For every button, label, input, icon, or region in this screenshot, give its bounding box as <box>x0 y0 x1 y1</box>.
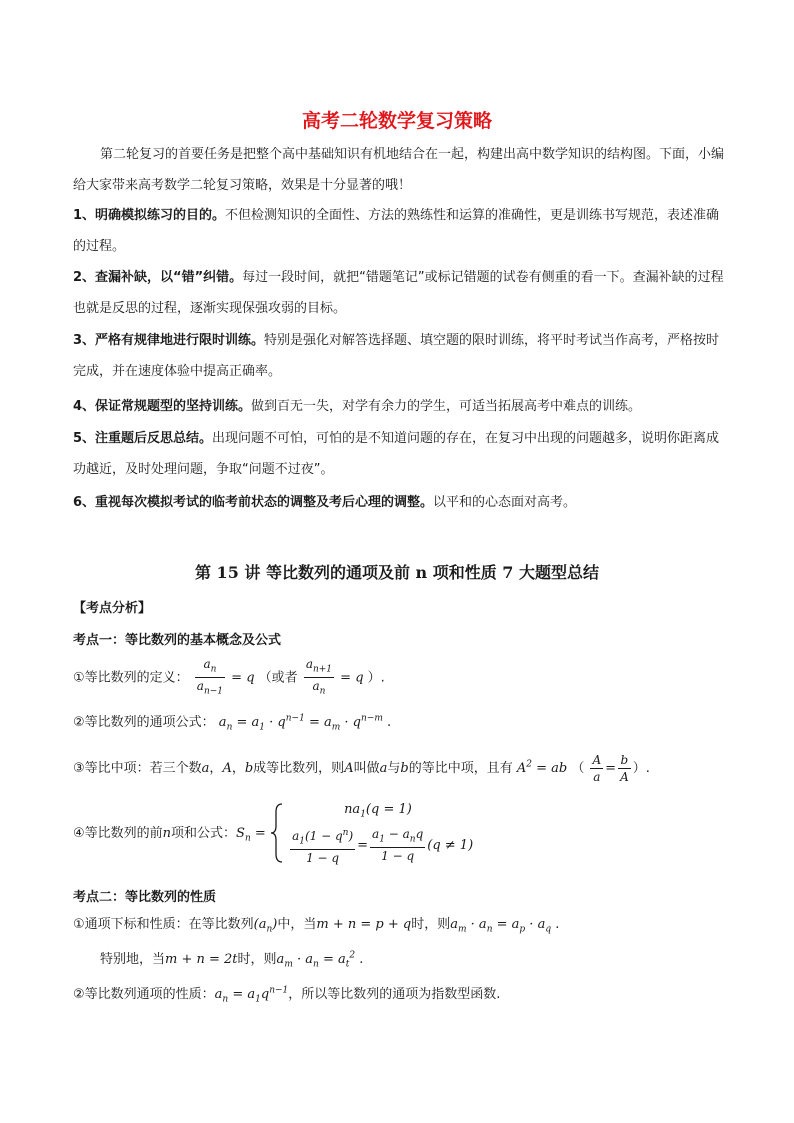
general-term-line: ②等比数列的通项公式： $a_n = a_1 \cdot q^{n-1} = a_m \cdot q^{n-m}$ . <box>73 713 392 733</box>
lecture-title: 第 15 讲 等比数列的通项及前 n 项和性质 7 大题型总结 <box>194 563 600 582</box>
strategy-head: 3、严格有规律地进行限时训练。 <box>73 333 265 348</box>
prop1-text: 时，则 <box>411 917 451 932</box>
special-case-line: 特别地，当m + n = 2t时，则$a_m \cdot a_n = a_t^2$ . <box>100 950 364 970</box>
sum-cases: $na_1(q = 1)$ $\frac{a_1(1 - q^n)}{1 - q}$ = $\frac{a_1 - a_nq}{1 - q}$ (q ≠ 1) <box>292 802 474 865</box>
middle-text: 与 <box>387 761 401 776</box>
middle-text: 叫做 <box>353 761 380 776</box>
strategy-3 <box>73 326 728 387</box>
mean-fraction-left: $\frac{A}{a}$ <box>592 753 602 784</box>
general-term-property: ②等比数列通项的性质：$a_n = a_1q^{n-1}$，所以等比数列的通项为指数型函数. <box>73 985 501 1005</box>
definition-or: （或者 <box>258 670 298 686</box>
prop2-prefix: ②等比数列通项的性质： <box>73 987 215 1002</box>
middle-text: 的等比中项，且有 <box>408 761 513 776</box>
strategy-body: 特别是强化对解答选择题、填空题的限时训练，将平时考试当作高考，严格按时完成，并在速度体验中提高正确率。 <box>73 333 720 379</box>
strategy-5 <box>73 424 728 485</box>
strategy-body: 以平和的心态面对高考。 <box>433 495 577 510</box>
prop1-special-text: 时，则 <box>237 952 277 967</box>
intro-paragraph: 第二轮复习的首要任务是把整个高中基础知识有机地结合在一起，构建出高中数学知识的结构图。下面，小编给大家带来高考数学二轮复习策略，效果是十分显著的哦！ <box>73 147 725 193</box>
prop1-text: 中，当 <box>277 917 317 932</box>
general-term-formula: $a_n = a_1 \cdot q^{n-1} = a_m \cdot q^{n-m}$ <box>218 713 383 733</box>
strategy-body: 出现问题不可怕，可怕的是不知道问题的存在，在复习中出现的问题越多，说明你距离成功越近，及时处理问题，争取“问题不过夜”。 <box>73 431 720 477</box>
definition-prefix: ①等比数列的定义： <box>73 670 189 686</box>
sum-text: 项和公式： <box>171 826 237 842</box>
geometric-mean-line: ③等比中项：若三个数a，A，b成等比数列，则A叫做a与b的等比中项，且有 $A^2$ = ab （ $\frac{A}{a}$ = $\frac{b}{A}$ ）. <box>73 753 650 784</box>
ratio-fraction: $\frac{a_n}{a_{n-1}}$ <box>196 657 224 697</box>
point1-label: 考点一：等比数列的基本概念及公式 <box>73 633 282 648</box>
strategy-head: 2、查漏补缺，以“错”纠错。 <box>73 270 243 285</box>
strategy-head: 5、注重题后反思总结。 <box>73 431 213 446</box>
strategy-body: 每过一段时间，就把“错题笔记”或标记错题的试卷有侧重的看一下。查漏补缺的过程也就是反思的过程，逐渐实现保强攻弱的目标。 <box>73 270 724 316</box>
mean-fraction-right: $\frac{b}{A}$ <box>620 753 629 784</box>
middle-prefix: ③等比中项：若三个数 <box>73 761 202 776</box>
strategy-head: 4、保证常规题型的坚持训练。 <box>73 399 252 414</box>
strategy-head: 6、重视每次模拟考试的临考前状态的调整及考后心理的调整。 <box>73 495 434 510</box>
ratio-fraction-alt: $\frac{a_{n+1}}{a_n}$ <box>305 657 333 697</box>
strategy-head: 1、明确模拟练习的目的。 <box>73 208 226 223</box>
strategy-6 <box>73 488 728 519</box>
page-title: 高考二轮数学复习策略 <box>301 110 492 132</box>
analysis-label: 【考点分析】 <box>73 601 152 616</box>
prop2-suffix: ，所以等比数列的通项为指数型函数. <box>288 987 501 1002</box>
prop1-special-text: 特别地，当 <box>100 952 166 967</box>
point2-label: 考点二：等比数列的性质 <box>73 890 217 905</box>
sum-prefix: ④等比数列的前 <box>73 826 163 842</box>
subscript-sum-property: ①通项下标和性质：在等比数列$(a_n)$中，当m + n = p + q时，则$a_m \cdot a_n = a_p \cdot a_q$ . <box>73 917 560 935</box>
strategy-4 <box>73 392 728 423</box>
middle-text: 成等比数列，则 <box>253 761 345 776</box>
strategy-body: 做到百无一失，对学有余力的学生，可适当拓展高考中难点的训练。 <box>251 399 642 414</box>
general-prefix: ②等比数列的通项公式： <box>73 715 215 730</box>
prop1-prefix: ①通项下标和性质：在等比数列 <box>73 917 254 932</box>
definition-line: ①等比数列的定义： $\frac{a_n}{a_{n-1}}$ = q （或者 $\frac{a_{n+1}}{a_n}$ = q ）. <box>73 656 385 700</box>
strategy-1 <box>73 201 728 262</box>
strategy-2 <box>73 263 728 324</box>
left-brace-icon <box>270 802 284 864</box>
definition-end: ）. <box>367 670 385 686</box>
strategy-body: 不但检测知识的全面性、方法的熟练性和运算的准确性，更是训练书写规范，表述准确的过程。 <box>73 208 720 254</box>
sum-formula-line: ④等比数列的前n项和公式：$S_n$ = $na_1(q = 1)$ $\frac{a_1(1 - q^n)}{1 - q}$ = $\frac{a_1 - a_nq}{1 - q}$ (q ≠ 1) <box>73 802 474 865</box>
